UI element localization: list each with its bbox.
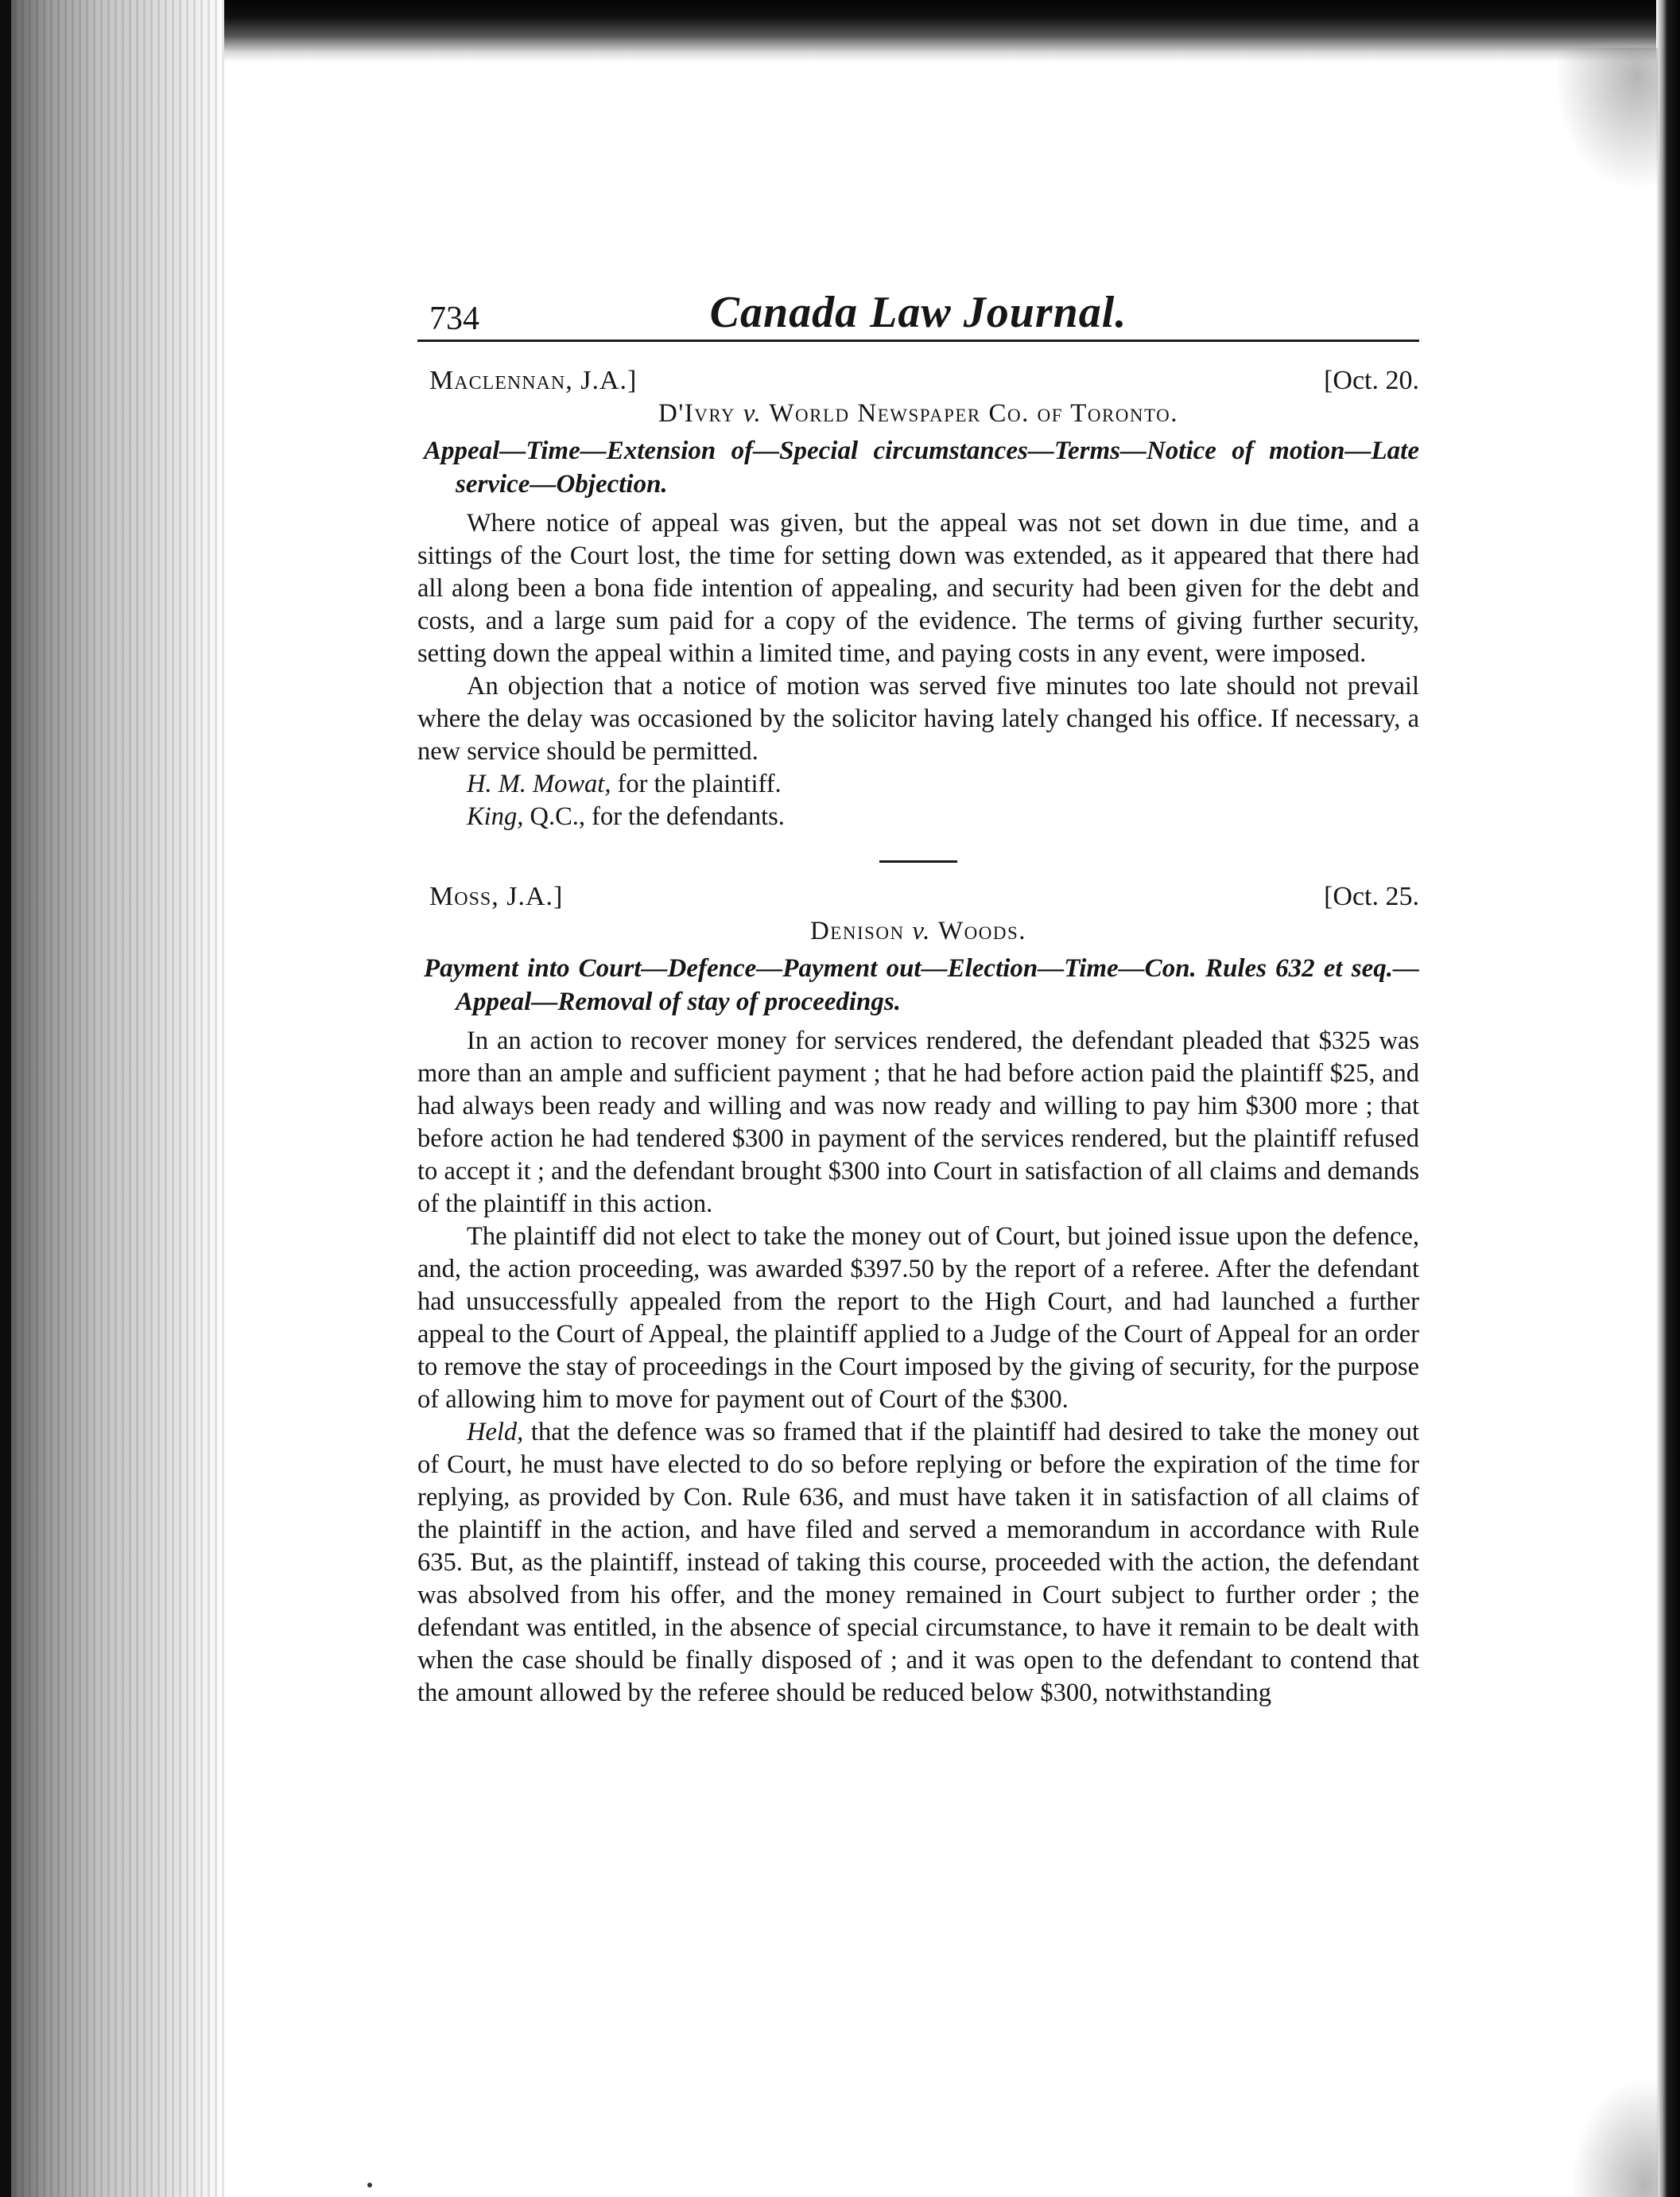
case-party-defendant: World Newspaper Co. of Toronto.: [769, 399, 1179, 428]
scan-dot: [367, 2183, 372, 2187]
case-title: [417, 914, 1419, 949]
scan-top-shadow: [0, 0, 1680, 62]
case-date: [Oct. 20.: [1324, 366, 1419, 395]
counsel-line: [417, 801, 1419, 833]
page: [417, 290, 1419, 1710]
held-word: Held,: [467, 1418, 524, 1446]
case-paragraph: The plaintiff did not elect to take the money out of Court, but joined issue upon the defence, and, the action proceeding, was awarded $397.50 by the report of a referee. After the defendant had unsuccessfully appealed from the report to the High Court, and had launched a further appeal to the Court of Appeal, the plaintiff applied to a Judge of the Court of Appeal for an order to remove the stay of proceedings in the Court imposed by the giving of security, for the purpose of allowing him to move for payment out of Court of the $300.: [417, 1222, 1419, 1414]
case-paragraph: In an action to recover money for services rendered, the defendant pleaded that $325 was more than an ample and sufficient payment ; that he had before action paid the plaintiff $25, and had always been ready and willing and was now ready and willing to pay him $300 more ; that before action he had tendered $300 in payment of the services rendered, but the plaintiff refused to accept it ; and the defendant brought $300 into Court in satisfaction of all claims and demands of the plaintiff in this action.: [417, 1027, 1419, 1218]
case-entry: [417, 882, 1419, 1710]
case-headnote: Payment into Court—Defence—Payment out—Election—Time—Con. Rules 632 et seq.—Appeal—Removal of stay of proceedings.: [424, 954, 1419, 1016]
case-paragraph: An objection that a notice of motion was served five minutes too late should not prevail where the delay was occasioned by the solicitor having lately changed his office. If necessary, a new service should be permitted.: [417, 672, 1419, 766]
scan-corner-smudge: [1554, 48, 1658, 191]
scan-left-edge: [0, 0, 11, 2197]
journal-title: Canada Law Journal.: [709, 288, 1127, 337]
held-text: that the defence was so framed that if the plaintiff had desired to take the money out of Court, he must have elected to do so before replying or before the expiration of the time for replying, as provided by Con. Rule 636, and must have taken it in satisfaction of all claims of the plaintiff in the action, and have filed and served a memorandum in accordance with Rule 635. But, as the plaintiff, instead of taking this course, proceeded with the action, the defendant was absolved from his offer, and the money remained in Court subject to further order ; the defendant was entitled, in the absence of special circumstance, to have it remain to be dealt with when the case should be finally disposed of ; and it was open to the defendant to contend that the amount allowed by the referee should be reduced below $300, notwithstanding: [417, 1418, 1419, 1707]
scan-right-edge: [1656, 0, 1680, 2197]
case-versus: v.: [912, 917, 931, 945]
case-party-plaintiff: D'Ivry: [658, 399, 736, 428]
running-head: [417, 290, 1419, 342]
case-party-plaintiff: Denison: [809, 917, 905, 945]
case-headnote: Appeal—Time—Extension of—Special circumstances—Terms—Notice of motion—Late service—Objection.: [424, 437, 1419, 499]
counsel-role: for the plaintiff.: [611, 770, 782, 798]
case-header: [417, 366, 1419, 401]
case-date: [Oct. 25.: [1324, 882, 1419, 911]
case-header: [417, 882, 1419, 917]
case-title: [417, 396, 1419, 431]
case-party-defendant: Woods.: [938, 917, 1027, 945]
case-paragraph: Where notice of appeal was given, but the appeal was not set down in due time, and a sittings of the Court lost, the time for setting down was extended, as it appeared that there had all along been a bona fide intention of appealing, and security had been given for the debt and costs, and a large sum paid for a copy of the evidence. The terms of giving further security, setting down the appeal within a limited time, and paying costs in any event, were imposed.: [417, 509, 1419, 668]
judge-name: Moss, J.A.]: [429, 882, 564, 911]
counsel-name: King,: [467, 802, 524, 831]
case-versus: v.: [743, 399, 762, 428]
held-paragraph: [417, 1416, 1419, 1710]
judge-name: Maclennan, J.A.]: [429, 366, 638, 395]
page-number: 734: [429, 301, 479, 337]
scan-corner-smudge-bottom: [1570, 2078, 1658, 2197]
scan-binding-shadow: [0, 0, 224, 2197]
counsel-role: Q.C., for the defendants.: [523, 802, 785, 831]
counsel-line: [417, 768, 1419, 801]
case-entry: [417, 366, 1419, 833]
counsel-name: H. M. Mowat,: [467, 770, 611, 798]
section-divider: [879, 860, 957, 863]
